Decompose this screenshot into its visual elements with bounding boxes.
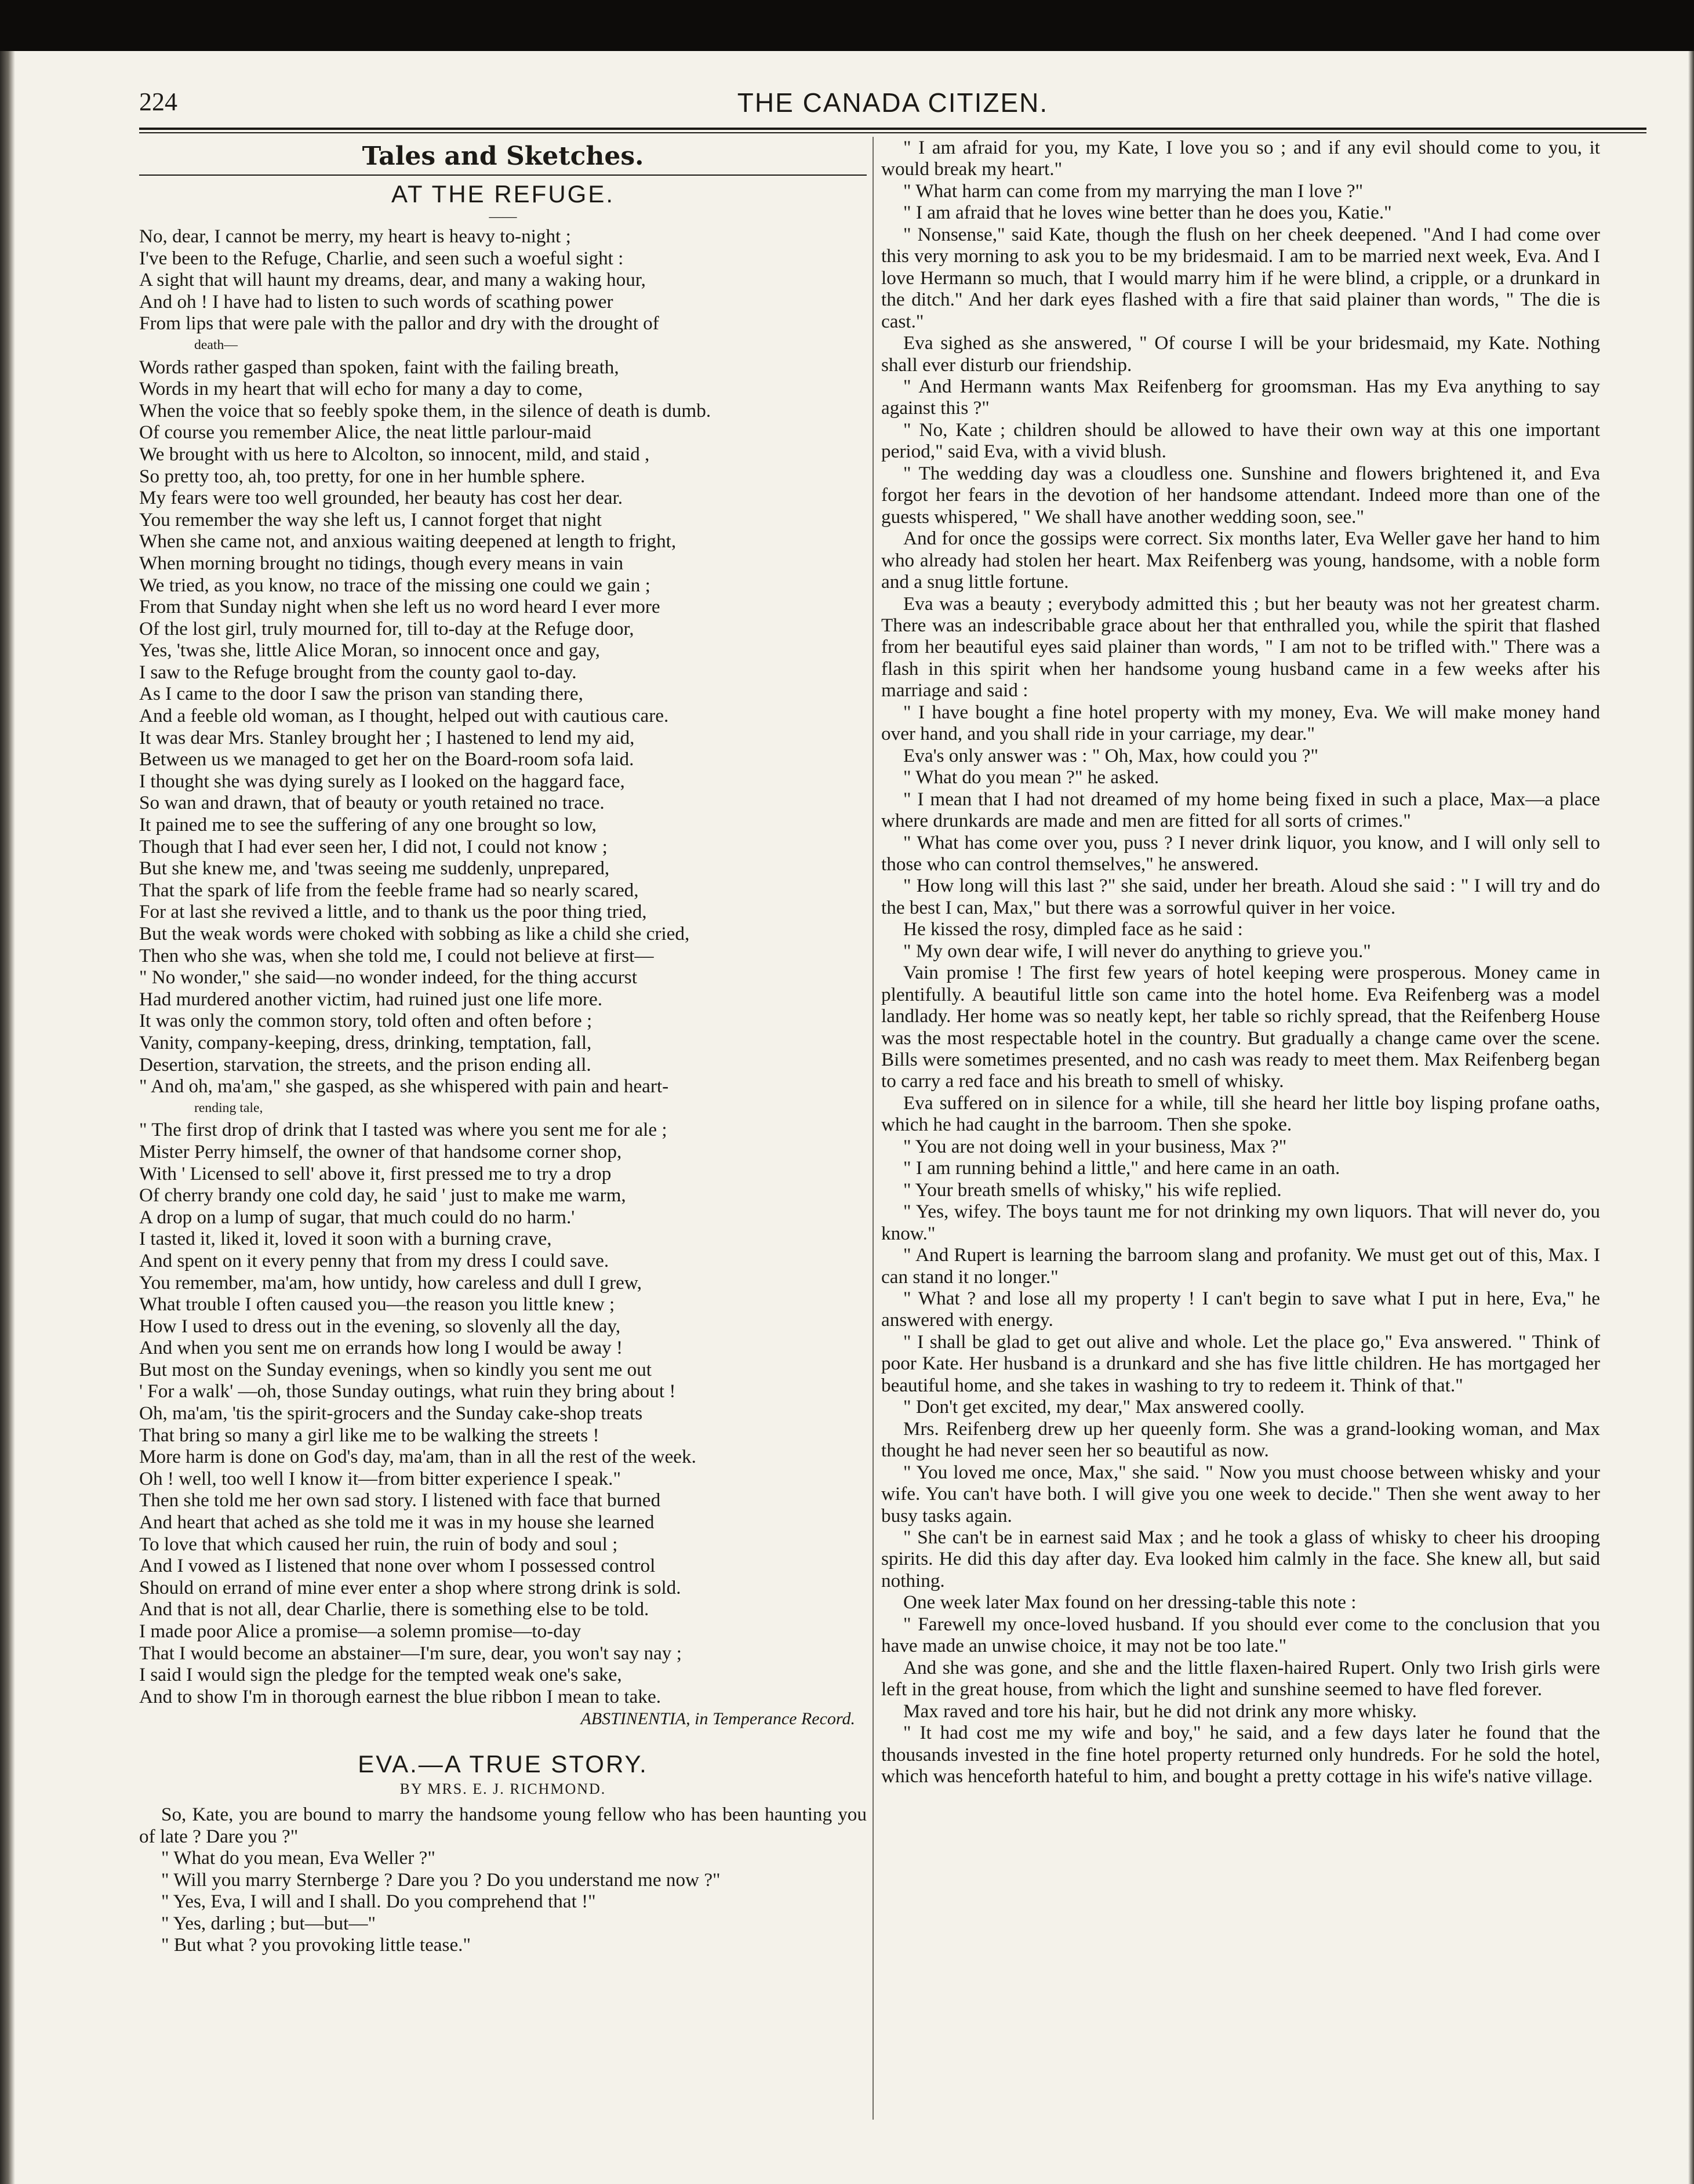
- story-paragraph: One week later Max found on her dressing-table this note :: [903, 1591, 1357, 1614]
- poem-line: And heart that ached as she told me it was in my house she learned: [139, 1511, 655, 1533]
- story-paragraph: " Don't get excited, my dear," Max answered coolly.: [903, 1396, 1305, 1418]
- story-paragraph: " How long will this last ?" she said, under her breath. Aloud she said : " I will try and do the best I can, Max," but there was a sorrowful quiver in her voice.: [881, 875, 1600, 918]
- poem-line: And to show I'm in thorough earnest the blue ribbon I mean to take.: [139, 1685, 661, 1707]
- title-ornament: ——: [489, 209, 517, 224]
- story-paragraph: And she was gone, and she and the little flaxen-haired Rupert. Only two Irish girls were left in the great house, from which the light and sunshine seemed to have fled forever.: [881, 1656, 1600, 1700]
- poem-line: rending tale,: [194, 1100, 263, 1115]
- poem-line: A sight that will haunt my dreams, dear, and many a waking hour,: [139, 269, 646, 291]
- section-rule: [139, 175, 867, 176]
- poem-line: I thought she was dying surely as I looked on the haggard face,: [139, 770, 625, 792]
- story-paragraph: And for once the gossips were correct. Six months later, Eva Weller gave her hand to him who already had stolen her heart. Max Reifenberg was young, handsome, with a noble form and a snug little fortune.: [881, 528, 1600, 593]
- publication-title: THE CANADA CITIZEN.: [737, 88, 1049, 118]
- poem-line: With ' Licensed to sell' above it, first pressed me to try a drop: [139, 1162, 612, 1184]
- poem-line: Vanity, company-keeping, dress, drinking, temptation, fall,: [139, 1031, 592, 1053]
- poem-line: death—: [194, 337, 238, 353]
- story-paragraph: Eva sighed as she answered, " Of course I will be your bridesmaid, my Kate. Nothing shall ever disturb our friendship.: [881, 332, 1600, 376]
- story-paragraph: " Will you marry Sternberge ? Dare you ? Do you understand me now ?": [161, 1869, 721, 1891]
- poem-line: More harm is done on God's day, ma'am, than in all the rest of the week.: [139, 1446, 696, 1468]
- story-paragraph: " I mean that I had not dreamed of my home being fixed in such a place, Max—a place where drunkards are made and men are fitted for all sorts of crimes.": [881, 788, 1600, 832]
- poem-line: I saw to the Refuge brought from the county gaol to-day.: [139, 661, 577, 683]
- story-paragraph: " You are not doing well in your business, Max ?": [903, 1135, 1287, 1157]
- poem-line: Then she told me her own sad story. I listened with face that burned: [139, 1489, 661, 1511]
- story-paragraph: Mrs. Reifenberg drew up her queenly form. She was a grand-looking woman, and Max thought he had never seen her so beautiful as now.: [881, 1418, 1600, 1462]
- poem-line: " No wonder," she said—no wonder indeed, for the thing accurst: [139, 966, 637, 989]
- story-paragraph: " I am afraid for you, my Kate, I love you so ; and if any evil should come to you, it would break my heart.": [881, 137, 1600, 180]
- story-byline: BY MRS. E. J. RICHMOND.: [399, 1780, 606, 1798]
- poem-line: But the weak words were choked with sobbing as like a child she cried,: [139, 923, 690, 944]
- poem-line: Oh ! well, too well I know it—from bitter experience I speak.": [139, 1467, 621, 1489]
- story-paragraph: " It had cost me my wife and boy," he said, and a few days later he found that the thousands invested in the fine hotel property returned only hundreds. For he sold the hotel, which was henceforth hateful to him, and bought a pretty cottage in his wife's native village.: [881, 1722, 1600, 1787]
- story-paragraph: " Farewell my once-loved husband. If you should ever come to the conclusion that you have made an unwise choice, it may not be too late.": [881, 1613, 1600, 1657]
- poem-line: I tasted it, liked it, loved it soon with a burning crave,: [139, 1228, 552, 1250]
- poem-line: A drop on a lump of sugar, that much could do no harm.': [139, 1206, 575, 1228]
- poem-line: But she knew me, and 'twas seeing me suddenly, unprepared,: [139, 857, 610, 880]
- poem-line: What trouble I often caused you—the reason you little knew ;: [139, 1293, 615, 1316]
- header-rule-thin: [139, 132, 1646, 133]
- right-column: [881, 137, 1600, 2120]
- story-paragraph: " And Hermann wants Max Reifenberg for groomsman. Has my Eva anything to say against this ?": [881, 375, 1600, 419]
- poem-line: It pained me to see the suffering of any one brought so low,: [139, 814, 597, 836]
- poem-line: So wan and drawn, that of beauty or youth retained no trace.: [139, 792, 605, 814]
- section-heading: Tales and Sketches.: [362, 141, 644, 171]
- story-paragraph: " You loved me once, Max," she said. " Now you must choose between whisky and your wife. You can't have both. I will give you one week to decide." Then she went away to her busy tasks again.: [881, 1461, 1600, 1527]
- story-paragraph: " She can't be in earnest said Max ; and he took a glass of whisky to cheer his drooping spirits. He did this day after day. Eva looked him calmly in the face. She knew all, but said nothing.: [881, 1527, 1600, 1591]
- story-paragraph: So, Kate, you are bound to marry the handsome young fellow who has been haunting you of late ? Dare you ?": [139, 1804, 867, 1847]
- poem-line: Words in my heart that will echo for many a day to come,: [139, 378, 583, 400]
- poem-line: Words rather gasped than spoken, faint with the failing breath,: [139, 356, 619, 378]
- story-paragraph: " I have bought a fine hotel property with my money, Eva. We will make money hand over hand, and you shall ride in your carriage, my dear.": [881, 701, 1600, 745]
- poem-line: We tried, as you know, no trace of the missing one could we gain ;: [139, 574, 650, 596]
- poem-title: AT THE REFUGE.: [391, 180, 615, 208]
- poem-line: " The first drop of drink that I tasted was where you sent me for ale ;: [139, 1119, 667, 1141]
- poem-line: " And oh, ma'am," she gasped, as she whispered with pain and heart-: [139, 1075, 669, 1098]
- story-paragraph: " Nonsense," said Kate, though the flush on her cheek deepened. "And I had come over this very morning to ask you to be my bridesmaid. I am to be married next week, Eva. And I love Hermann so much, that I would marry him if he were blind, a cripple, or a drunkard in the ditch." And her dark eyes flashed with a fire that said plainer than words, " The die is cast.": [881, 223, 1600, 332]
- story-body-right: [881, 137, 1600, 1787]
- poem-line: And I vowed as I listened that none over whom I possessed control: [139, 1555, 656, 1577]
- poem-line: As I came to the door I saw the prison van standing there,: [139, 683, 583, 705]
- column-divider: [873, 137, 874, 2120]
- poem-line: No, dear, I cannot be merry, my heart is heavy to-night ;: [139, 226, 571, 247]
- page-header: [139, 87, 1646, 128]
- story-paragraph: " I am afraid that he loves wine better than he does you, Katie.": [903, 202, 1392, 224]
- poem-line: It was dear Mrs. Stanley brought her ; I hastened to lend my aid,: [139, 726, 635, 748]
- story-paragraph: " What has come over you, puss ? I never drink liquor, you know, and I will only sell to those who can control themselves," he answered.: [881, 831, 1600, 875]
- poem-line: Oh, ma'am, 'tis the spirit-grocers and the Sunday cake-shop treats: [139, 1402, 643, 1424]
- story-title: EVA.—A TRUE STORY.: [358, 1750, 648, 1778]
- poem-line: Of cherry brandy one cold day, he said ' just to make me warm,: [139, 1184, 626, 1207]
- poem-line: When the voice that so feebly spoke them, in the silence of death is dumb.: [139, 399, 711, 421]
- poem-line: But most on the Sunday evenings, when so kindly you sent me out: [139, 1358, 652, 1380]
- poem-line: Had murdered another victim, had ruined just one life more.: [139, 988, 603, 1010]
- story-paragraph: " What harm can come from my marrying the man I love ?": [903, 180, 1364, 202]
- story-paragraph: " What do you mean ?" he asked.: [903, 766, 1159, 788]
- poem-line: And a feeble old woman, as I thought, helped out with cautious care.: [139, 705, 669, 727]
- left-column: [139, 137, 867, 2120]
- right-scan-edge: [1688, 51, 1694, 2184]
- story-paragraph: " But what ? you provoking little tease.": [161, 1934, 471, 1956]
- story-paragraph: Max raved and tore his hair, but he did not drink any more whisky.: [903, 1700, 1417, 1722]
- poem-line: That I would become an abstainer—I'm sure, dear, you won't say nay ;: [139, 1642, 682, 1664]
- poem-line: So pretty too, ah, too pretty, for one in her humble sphere.: [139, 465, 586, 487]
- poem-body: [139, 226, 867, 1707]
- story-paragraph: " No, Kate ; children should be allowed to have their own way at this one important period," said Eva, with a vivid blush.: [881, 419, 1600, 463]
- poem-line: Mister Perry himself, the owner of that handsome corner shop,: [139, 1140, 622, 1162]
- poem-line: How I used to dress out in the evening, so slovenly all the day,: [139, 1315, 621, 1337]
- story-paragraph: Eva was a beauty ; everybody admitted this ; but her beauty was not her greatest charm. There was an indescribable grace about her that enthralled you, while the spirit that flashed from her beautiful eyes said plainer than words, " I am not to be trifled with." There was a flash in this spirit when her handsome young husband came in a few weeks after his marriage and said :: [881, 593, 1600, 702]
- poem-line: To love that which caused her ruin, the ruin of body and soul ;: [139, 1533, 618, 1555]
- left-scan-edge: [0, 51, 15, 2184]
- poem-line: You remember, ma'am, how untidy, how careless and dull I grew,: [139, 1271, 642, 1293]
- story-paragraph: " Your breath smells of whisky," his wife replied.: [903, 1179, 1282, 1201]
- poem-line: Should on errand of mine ever enter a shop where strong drink is sold.: [139, 1576, 681, 1598]
- story-paragraph: " What do you mean, Eva Weller ?": [161, 1847, 435, 1869]
- poem-line: Yes, 'twas she, little Alice Moran, so innocent once and gay,: [139, 639, 600, 662]
- poem-line: You remember the way she left us, I cannot forget that night: [139, 508, 602, 530]
- story-paragraph: Vain promise ! The first few years of hotel keeping were prosperous. Money came in plentifully. A beautiful little son came into the hotel home. Eva Reifenberg was a model landlady. Her home was so neatly kept, her table so richly spread, that the Reifenberg House was the most respectable hotel in the country. But gradually a change came over the scene. Bills were sometimes presented, and no cash was ready to meet them. Max Reifenberg began to carry a red face and his breath to smell of whisky.: [881, 962, 1600, 1092]
- poem-line: Then who she was, when she told me, I could not believe at first—: [139, 944, 654, 966]
- story-paragraph: Eva's only answer was : " Oh, Max, how could you ?": [903, 744, 1319, 766]
- poem-line: And that is not all, dear Charlie, there is something else to be told.: [139, 1598, 649, 1620]
- poem-line: We brought with us here to Alcolton, so innocent, mild, and staid ,: [139, 443, 650, 465]
- poem-line: That bring so many a girl like me to be walking the streets !: [139, 1424, 599, 1446]
- poem-line: Though that I had ever seen her, I did not, I could not know ;: [139, 835, 608, 857]
- poem-attribution: ABSTINENTIA, in Temperance Record.: [580, 1709, 855, 1729]
- story-paragraph: " I shall be glad to get out alive and whole. Let the place go," Eva answered. " Think of poor Kate. Her husband is a drunkard and she has five little children. He has mortgaged her beautiful home, and she takes in washing to try to redeem it. Think of that.": [881, 1331, 1600, 1396]
- poem-line: And spent on it every penny that from my dress I could save.: [139, 1249, 609, 1271]
- poem-line: My fears were too well grounded, her beauty has cost her dear.: [139, 487, 623, 509]
- story-paragraph: " The wedding day was a cloudless one. Sunshine and flowers brightened it, and Eva forgot her fears in the devotion of her handsome attendant. Indeed more than one of the guests whispered, " We shall have another wedding soon, see.": [881, 462, 1600, 528]
- poem-line: And oh ! I have had to listen to such words of scathing power: [139, 290, 613, 312]
- poem-line: When morning brought no tidings, though every means in vain: [139, 552, 624, 574]
- story-paragraph: Eva suffered on in silence for a while, till she heard her little boy lisping profane oaths, which he had caught in the barroom. Then she spoke.: [881, 1092, 1600, 1136]
- poem-line: ' For a walk' —oh, those Sunday outings, what ruin they bring about !: [139, 1380, 676, 1402]
- story-paragraph: He kissed the rosy, dimpled face as he said :: [903, 918, 1243, 940]
- poem-line: From lips that were pale with the pallor and dry with the drought of: [139, 312, 659, 335]
- story-paragraph: " I am running behind a little," and here came in an oath.: [903, 1157, 1340, 1179]
- story-paragraph: " Yes, darling ; but—but—": [161, 1912, 376, 1934]
- poem-line: Of course you remember Alice, the neat little parlour-maid: [139, 421, 591, 444]
- story-paragraph: " And Rupert is learning the barroom slang and profanity. We must get out of this, Max. I can stand it no longer.": [881, 1244, 1600, 1288]
- story-paragraph: " My own dear wife, I will never do anything to grieve you.": [903, 940, 1371, 962]
- poem-line: I made poor Alice a promise—a solemn promise—to-day: [139, 1620, 581, 1642]
- poem-line: From that Sunday night when she left us no word heard I ever more: [139, 596, 660, 618]
- poem-line: Of the lost girl, truly mourned for, till to-day at the Refuge door,: [139, 617, 634, 639]
- poem-line: I said I would sign the pledge for the tempted weak one's sake,: [139, 1664, 622, 1686]
- top-scan-border: [0, 0, 1694, 51]
- poem-line: That the spark of life from the feeble frame had so nearly scared,: [139, 879, 639, 901]
- poem-line: When she came not, and anxious waiting deepened at length to fright,: [139, 530, 677, 553]
- poem-line: It was only the common story, told often and often before ;: [139, 1010, 592, 1032]
- poem-line: Desertion, starvation, the streets, and the prison ending all.: [139, 1053, 591, 1075]
- page-number: 224: [139, 88, 177, 116]
- story-paragraph: " What ? and lose all my property ! I can't begin to save what I put in here, Eva," he answered with energy.: [881, 1288, 1600, 1331]
- header-rule: [139, 128, 1646, 130]
- poem-line: For at last she revived a little, and to thank us the poor thing tried,: [139, 901, 647, 923]
- story-paragraph: " Yes, wifey. The boys taunt me for not drinking my own liquors. That will never do, you know.": [881, 1201, 1600, 1244]
- story-body-left: [139, 1804, 867, 1956]
- story-paragraph: " Yes, Eva, I will and I shall. Do you comprehend that !": [161, 1891, 596, 1913]
- poem-line: Between us we managed to get her on the Board-room sofa laid.: [139, 748, 634, 771]
- poem-line: And when you sent me on errands how long I would be away !: [139, 1337, 623, 1359]
- poem-line: I've been to the Refuge, Charlie, and seen such a woeful sight :: [139, 247, 624, 269]
